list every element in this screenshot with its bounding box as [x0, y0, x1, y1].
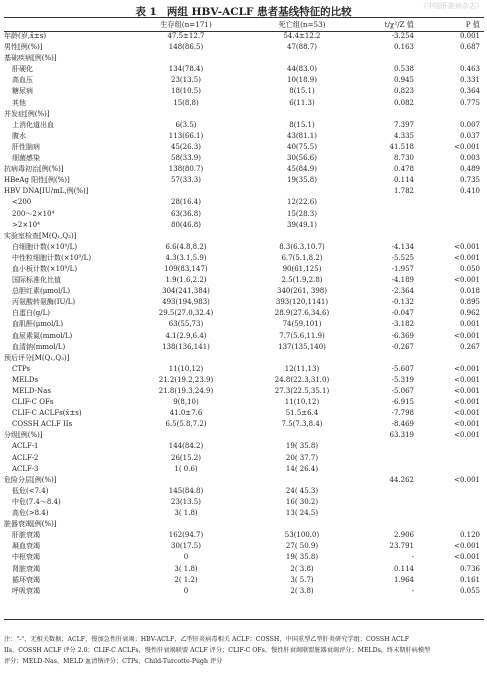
statistic-value: -4.134 [391, 242, 414, 251]
survival-value: 2( 1.2) [174, 575, 198, 584]
table-row [4, 109, 484, 120]
table-body [4, 31, 484, 597]
table-row [4, 253, 484, 264]
death-value: 44(83.0) [287, 65, 317, 74]
row-label: 丙氨酸转氨酶(IU/L) [12, 298, 76, 307]
header-p-value: P 值 [465, 20, 480, 29]
note-line: IIs，COSSH ACLF 评分 2.0；CLIF-C ACLFs，慢性肝衰竭联盟 ACLF 评分；CLIF-C OFs，慢性肝衰竭联盟脏器衰竭评分；MELDs，终末期肝病模型 [4, 647, 431, 654]
death-value: 2( 3.8) [290, 564, 314, 573]
statistic-value: -0.047 [391, 309, 414, 318]
row-label: 上消化道出血 [12, 120, 54, 129]
row-label: 国际标准化比值 [12, 276, 61, 285]
row-label: 总胆红素(μmol/L) [12, 287, 71, 296]
death-value: 2( 3.8) [290, 586, 314, 595]
death-value: 27.3(22.5,35.1) [274, 387, 330, 395]
death-value: 74(59,101) [282, 320, 322, 329]
death-value: 43(81.1) [287, 131, 317, 140]
death-value: 13( 24.5) [285, 509, 319, 518]
survival-value: 21.8(19.3,24.9) [158, 387, 214, 395]
table-row [4, 175, 484, 186]
table-row [4, 475, 484, 486]
death-value: 7.7(5.6,11.9) [279, 331, 325, 340]
row-label: 血小板计数(×10⁹/L) [12, 264, 78, 273]
row-label: CTPs [12, 364, 31, 373]
death-value: 7.5(7.3,8.4) [281, 420, 323, 429]
table-row [4, 497, 484, 508]
p-value: <0.001 [454, 542, 480, 551]
statistic-value: 0.163 [393, 43, 414, 52]
statistic-value: 0.114 [393, 564, 414, 573]
survival-value: 11(10,12) [168, 364, 204, 373]
survival-value: 63(36.8) [171, 209, 201, 218]
row-label: CLIF-C ACLFs(x̄±s) [12, 409, 82, 418]
survival-value: 23(13.5) [171, 76, 201, 85]
row-label: 血肌酐(μmol/L) [12, 320, 64, 329]
survival-value: 138(80.7) [168, 165, 204, 174]
table-row [4, 430, 484, 441]
p-value: 0.001 [459, 32, 480, 40]
statistic-value: 7.397 [393, 120, 414, 129]
statistic-value: - [411, 586, 414, 595]
statistic-value: 0.538 [393, 65, 414, 74]
p-value: <0.001 [454, 420, 480, 429]
death-value: 20( 37.7) [285, 453, 319, 462]
survival-value: 18(10.5) [171, 87, 201, 96]
note-line: 注："-"，无相关数据；ACLF，慢加急性肝衰竭；HBV-ACLF，乙型肝炎病毒相关 ACLF；COSSH，中国重型乙型肝炎研究学组；COSSH ACLF [4, 636, 410, 643]
row-label: <200 [12, 198, 32, 207]
row-label: 肝脏衰竭 [12, 531, 40, 540]
row-label: CLIF-C OFs [12, 398, 54, 407]
survival-value: 0 [183, 586, 189, 595]
p-value: <0.001 [454, 375, 480, 384]
table-row [4, 98, 484, 109]
survival-value: 1( 0.6) [174, 464, 198, 473]
row-label: 抗病毒初治[例(%)] [4, 165, 64, 174]
row-label: HBeAg 阳性[例(%)] [4, 176, 70, 185]
death-value: 8(15.1) [289, 120, 315, 129]
statistic-value: 0.114 [393, 176, 414, 185]
row-label: 高血压 [12, 76, 33, 85]
p-value: 0.161 [459, 575, 480, 584]
row-label: 预后评分[M(Q₁,Q₃)] [4, 353, 70, 362]
row-label: COSSH ACLF IIs [12, 420, 73, 429]
row-label: >2×10⁴ [12, 220, 40, 229]
table-header [4, 18, 484, 31]
row-label: 危险分层[例(%)] [4, 475, 57, 484]
death-value: 6.7(5.1,8.2) [281, 253, 323, 262]
death-value: 19(35.8) [287, 176, 317, 185]
statistic-value: 2.906 [393, 531, 414, 540]
death-value: 90(61,125) [282, 264, 322, 273]
p-value: <0.001 [454, 331, 480, 340]
statistic-value: -6.369 [391, 331, 414, 340]
table-row [4, 552, 484, 563]
p-value: <0.001 [454, 431, 480, 440]
survival-value: 21.2(19.2,23.9) [158, 375, 214, 384]
statistic-value: -8.469 [391, 420, 414, 429]
survival-value: 29.5(27.0,32.4) [158, 309, 214, 318]
survival-value: 45(26.3) [171, 142, 201, 151]
table-row [4, 486, 484, 497]
survival-value: 113(66.1) [168, 131, 204, 140]
row-label: 细菌感染 [12, 154, 40, 163]
death-value: 393(120,1141) [275, 298, 329, 307]
row-label: 高危(>8.4) [12, 509, 49, 518]
row-label: 中枢衰竭 [12, 553, 40, 562]
row-label: 分级[例(%)] [4, 431, 43, 440]
death-value: 8(15.1) [289, 87, 315, 96]
survival-value: 9(8,10) [173, 398, 199, 407]
p-value: 0.895 [459, 298, 480, 307]
survival-value: 26(15.2) [171, 453, 201, 462]
p-value: 0.003 [459, 154, 480, 163]
p-value: 0.267 [459, 342, 480, 351]
table-row [4, 86, 484, 97]
statistic-value: 63.319 [389, 431, 414, 440]
p-value: <0.001 [454, 398, 480, 407]
statistic-value: -0.132 [391, 298, 414, 307]
survival-value: 80(46.8) [171, 220, 201, 229]
table-row [4, 209, 484, 220]
table-row [4, 197, 484, 208]
statistic-value: 8.730 [393, 154, 414, 163]
statistic-value: -5.607 [391, 364, 414, 373]
survival-value: 47.5±12.7 [167, 32, 205, 40]
row-label: 呼吸衰竭 [12, 586, 40, 595]
row-label: ACLF-2 [12, 453, 39, 462]
survival-value: 162(94.7) [168, 531, 204, 540]
table-row [4, 153, 484, 164]
p-value: 0.463 [459, 65, 480, 74]
row-label: 肝性脑病 [12, 142, 40, 151]
table-row [4, 64, 484, 75]
survival-value: 145(84.8) [168, 486, 204, 495]
death-value: 6(11.3) [289, 98, 315, 107]
survival-value: 30(17.5) [171, 542, 201, 551]
table-row [4, 586, 484, 597]
p-value: 0.489 [459, 165, 480, 174]
p-value: 0.007 [459, 120, 480, 129]
death-value: 10(18.9) [287, 76, 317, 85]
p-value: 0.687 [459, 43, 480, 52]
table-row [4, 519, 484, 530]
p-value: 0.410 [459, 187, 480, 196]
death-value: 51.5±6.4 [285, 409, 319, 418]
survival-value: 304(241,384) [162, 287, 210, 296]
survival-value: 4.3(3.1,5.9) [165, 253, 207, 262]
row-label: 实验室检查[M(Q₁,Q₃)] [4, 231, 77, 240]
survival-value: 134(78.4) [168, 65, 204, 74]
statistic-value: 44.262 [389, 475, 414, 484]
note-line: 评分；MELD-Nas，MELD 血清钠评分；CTPs，Child-Turcotte-Pugh 评分 [4, 658, 223, 665]
table-row [4, 75, 484, 86]
row-label: 白蛋白(g/L) [12, 309, 50, 318]
statistic-value: -5.067 [391, 387, 414, 395]
table-row [4, 408, 484, 419]
row-label: 循环衰竭 [12, 575, 40, 584]
death-value: 24.8(22.3,31.0) [274, 375, 330, 384]
table-caption: 两组 HBV-ACLF 患者基线特征的比较 [166, 6, 352, 18]
statistic-value: -7.798 [391, 409, 414, 418]
survival-value: 23(13.5) [171, 497, 201, 506]
row-label: 其他 [12, 98, 26, 107]
death-value: 39(49.1) [287, 220, 317, 229]
death-value: 28.9(27.6,34.6) [274, 309, 330, 318]
p-value: <0.001 [454, 364, 480, 373]
row-label: HBV DNA[IU/mL,例(%)] [4, 187, 89, 196]
table-row [4, 353, 484, 364]
death-value: 12(11,13) [284, 364, 320, 373]
statistic-value: 41.518 [389, 142, 414, 151]
p-value: 0.962 [459, 309, 480, 318]
statistic-value: -3.254 [391, 32, 414, 40]
statistic-value: 0.945 [393, 76, 414, 85]
p-value: 0.055 [459, 586, 480, 595]
p-value: <0.001 [454, 387, 480, 395]
table-row [4, 331, 484, 342]
survival-value: 1.9(1.6,2.2) [165, 276, 207, 285]
statistic-value: 23.791 [389, 542, 414, 551]
survival-value: 138(136,141) [162, 342, 210, 351]
row-label: MELDs [12, 375, 39, 384]
death-value: 30(56.6) [287, 154, 317, 163]
row-label: 血清钠(mmol/L) [12, 342, 66, 351]
statistic-value: -3.182 [391, 320, 414, 329]
statistic-value: - [411, 553, 414, 562]
table-row [4, 131, 484, 142]
watermark: 《中国肝脏病杂志》 [420, 2, 483, 10]
row-label: 基础疾病[例(%)] [4, 54, 57, 63]
row-label: MELD-Nas [12, 387, 51, 395]
statistic-value: -2.364 [391, 287, 414, 296]
survival-value: 493(194,983) [162, 298, 210, 307]
death-value: 19( 35.8) [285, 553, 319, 562]
table-row [4, 186, 484, 197]
bottom-rule [4, 619, 484, 620]
table-row [4, 541, 484, 552]
statistic-value: -1.957 [391, 264, 414, 273]
statistic-value: -0.267 [391, 342, 414, 351]
table-row [4, 286, 484, 297]
statistic-value: 1.964 [393, 575, 414, 584]
survival-value: 58(33.9) [171, 154, 201, 163]
table-row [4, 242, 484, 253]
table-row [4, 453, 484, 464]
survival-value: 41.0±7.6 [169, 409, 203, 418]
death-value: 340(261, 398) [277, 287, 327, 296]
table-row [4, 297, 484, 308]
p-value: <0.001 [454, 276, 480, 285]
row-label: 脏器衰竭[例(%)] [4, 520, 57, 529]
row-label: 中危(7.4～8.4) [12, 497, 61, 506]
death-value: 16( 30.2) [285, 497, 319, 506]
statistic-value: -5.319 [391, 375, 414, 384]
survival-value: 57(33.3) [171, 176, 201, 185]
statistic-value: 0.823 [393, 87, 414, 96]
table-row [4, 319, 484, 330]
table-row [4, 264, 484, 275]
survival-value: 4.1(2.9,6.4) [165, 331, 207, 340]
p-value: <0.001 [454, 142, 480, 151]
death-value: 53(100.0) [284, 531, 320, 540]
p-value: 0.364 [459, 87, 480, 96]
row-label: 男性[例(%)] [4, 43, 43, 52]
table-row [4, 508, 484, 519]
table-row [4, 231, 484, 242]
survival-value: 3( 1.8) [174, 564, 198, 573]
row-label: 糖尿病 [12, 87, 33, 96]
row-label: 低危(<7.4) [12, 486, 49, 495]
statistic-value: -4.189 [391, 276, 414, 285]
table-row [4, 397, 484, 408]
death-value: 12(22.6) [287, 198, 317, 207]
death-value: 15(28.3) [287, 209, 317, 218]
table-number: 表 1 [135, 6, 157, 18]
statistic-value: 1.782 [393, 187, 414, 196]
death-value: 54.4±12.2 [283, 32, 321, 40]
survival-value: 0 [183, 553, 189, 562]
p-value: 0.018 [459, 287, 480, 296]
death-value: 24( 45.3) [285, 486, 319, 495]
table-row [4, 53, 484, 64]
header-death-group: 死亡组(n=53) [278, 20, 326, 29]
table-row [4, 441, 484, 452]
death-value: 45(84.9) [287, 165, 317, 174]
table-row [4, 220, 484, 231]
statistic-value: 0.478 [393, 165, 414, 174]
table-row [4, 575, 484, 586]
table-row [4, 530, 484, 541]
table-row [4, 308, 484, 319]
survival-value: 6.6(4.8,8.2) [165, 242, 207, 251]
header-survival-group: 生存组(n=171) [160, 20, 212, 29]
death-value: 11(10,12) [284, 398, 320, 407]
table-row [4, 386, 484, 397]
survival-value: 63(55,73) [168, 320, 204, 329]
statistic-value: -6.915 [391, 398, 414, 407]
row-label: 白细胞计数(×10⁹/L) [12, 242, 78, 251]
table-notes [4, 634, 484, 667]
header-test-statistic: t/χ²/Z 值 [384, 20, 414, 29]
row-label: 腹水 [12, 131, 26, 140]
table-row [4, 342, 484, 353]
statistic-value: 0.082 [393, 98, 414, 107]
p-value: 0.736 [459, 564, 480, 573]
row-label: 肾脏衰竭 [12, 564, 40, 573]
row-label: 凝血衰竭 [12, 542, 40, 551]
survival-value: 148(86.5) [168, 43, 204, 52]
statistic-value: -5.525 [391, 253, 414, 262]
death-value: 47(88.7) [287, 43, 317, 52]
survival-value: 3( 1.8) [174, 509, 198, 518]
table-row [4, 31, 484, 42]
statistic-value: 4.335 [393, 131, 414, 140]
death-value: 19( 35.8) [285, 442, 319, 451]
p-value: <0.001 [454, 409, 480, 418]
table-row [4, 375, 484, 386]
survival-value: 6(3.5) [175, 120, 197, 129]
survival-value: 6.5(5.8,7.2) [165, 420, 207, 429]
table-row [4, 164, 484, 175]
p-value: <0.001 [454, 553, 480, 562]
survival-value: 28(16.4) [171, 198, 201, 207]
death-value: 14( 26.4) [285, 464, 319, 473]
row-label: 肝硬化 [12, 65, 33, 74]
p-value: <0.001 [454, 475, 480, 484]
row-label: 血尿素氮(mmol/L) [12, 331, 73, 340]
death-value: 40(75.5) [287, 142, 317, 151]
death-value: 137(135,140) [278, 342, 326, 351]
table-row [4, 120, 484, 131]
death-value: 27( 50.9) [285, 542, 319, 551]
table-row [4, 142, 484, 153]
survival-value: 144(84.2) [168, 442, 204, 451]
survival-value: 109(83,147) [164, 264, 208, 273]
death-value: 8.3(6.3,10.7) [279, 242, 325, 251]
row-label: 年龄(岁,x̄±s) [4, 32, 47, 40]
p-value: <0.001 [454, 253, 480, 262]
table-row [4, 275, 484, 286]
row-label: 并发症[例(%)] [4, 109, 50, 118]
death-value: 3( 5.7) [290, 575, 314, 584]
p-value: 0.050 [459, 264, 480, 273]
row-label: 200～2×10⁴ [12, 209, 55, 218]
row-label: 中性粒细胞计数(×10⁹/L) [12, 253, 92, 262]
table-row [4, 464, 484, 475]
table-row [4, 42, 484, 53]
p-value: 0.331 [459, 76, 480, 85]
p-value: 0.120 [459, 531, 480, 540]
row-label: ACLF-3 [12, 464, 39, 473]
table-row [4, 364, 484, 375]
death-value: 2.5(1.9,2.8) [281, 276, 323, 285]
table-row [4, 564, 484, 575]
survival-value: 15(8.8) [173, 98, 199, 107]
p-value: 0.735 [459, 176, 480, 185]
p-value: 0.037 [459, 131, 480, 140]
p-value: <0.001 [454, 242, 480, 251]
row-label: ACLF-1 [12, 442, 39, 451]
p-value: 0.775 [459, 98, 480, 107]
table-row [4, 419, 484, 430]
p-value: 0.001 [459, 320, 480, 329]
